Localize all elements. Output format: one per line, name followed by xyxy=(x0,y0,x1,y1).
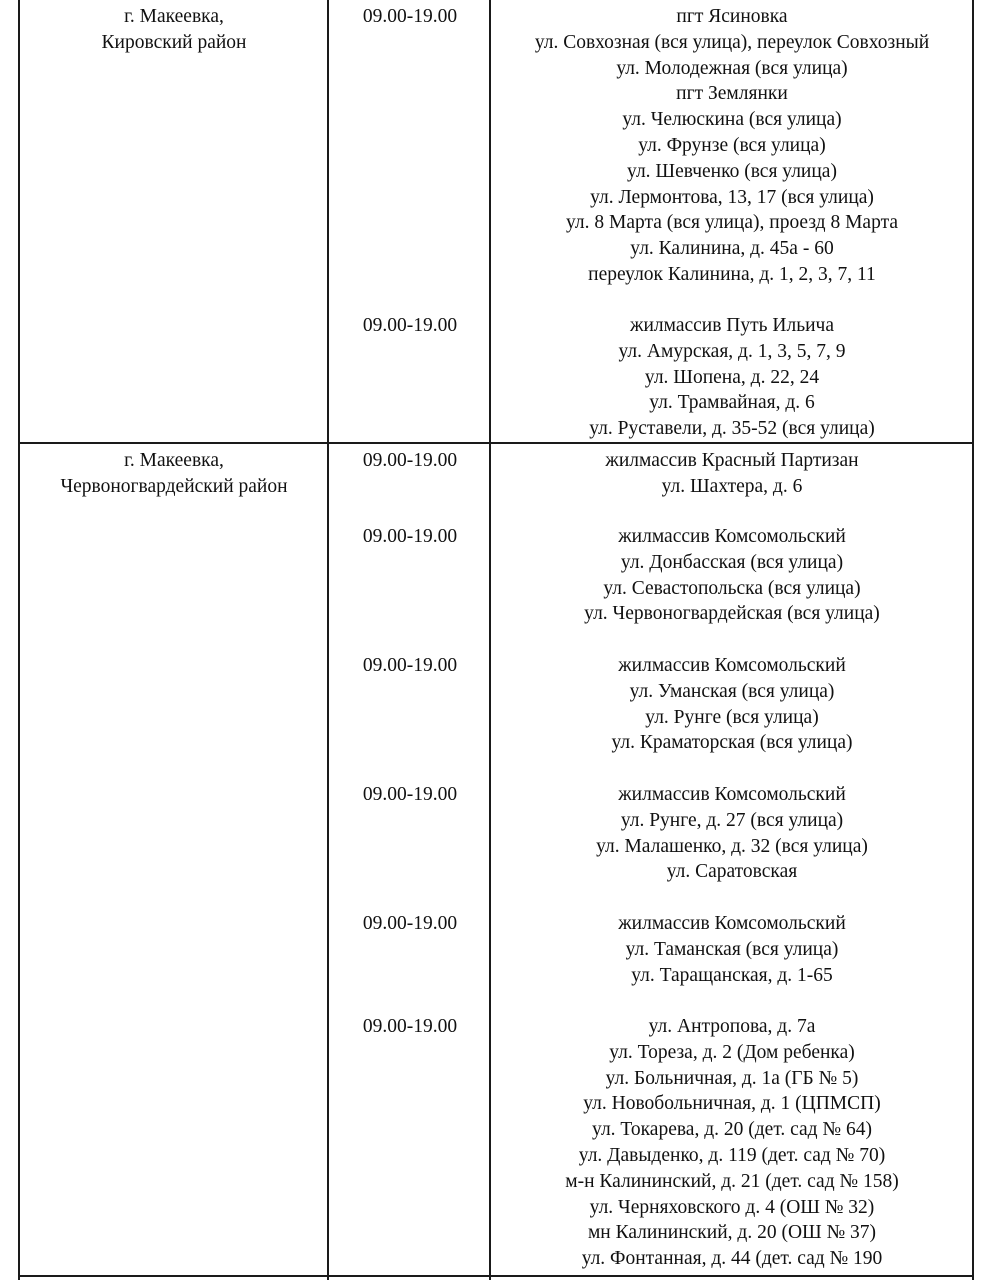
address-line: ул. Краматорская (вся улица) xyxy=(611,732,853,754)
row-divider xyxy=(18,1275,974,1277)
time-cell: 09.00-19.00 xyxy=(362,655,458,676)
column-divider-1 xyxy=(327,0,329,1280)
address-cell xyxy=(492,1014,972,1272)
address-cell xyxy=(492,4,972,288)
location-line: Кировский район xyxy=(101,31,247,53)
location-line: г. Макеевка, xyxy=(124,450,224,471)
time-cell: 09.00-19.00 xyxy=(362,315,458,336)
address-line: ул. Больничная, д. 1а (ГБ № 5) xyxy=(605,1067,859,1089)
address-line: ул. Токарева, д. 20 (дет. сад № 64) xyxy=(592,1119,872,1141)
address-line: ул. Амурская, д. 1, 3, 5, 7, 9 xyxy=(618,340,846,362)
address-line: ул. Лермонтова, 13, 17 (вся улица) xyxy=(590,186,874,208)
location-line: г. Макеевка, xyxy=(124,6,224,27)
address-line: ул. Новобольничная, д. 1 (ЦПМСП) xyxy=(583,1093,881,1115)
address-line: ул. Уманская (вся улица) xyxy=(629,680,835,702)
address-line: ул. Шахтера, д. 6 xyxy=(661,475,803,497)
address-line: пгт Землянки xyxy=(676,83,788,105)
address-line: ул. Совхозная (вся улица), переулок Совхозный xyxy=(534,31,930,53)
table-border-right xyxy=(972,0,974,1280)
address-line: ул. Давыденко, д. 119 (дет. сад № 70) xyxy=(578,1144,886,1166)
address-line: ул. 8 Марта (вся улица), проезд 8 Марта xyxy=(566,212,898,234)
address-line: жилмассив Комсомольский xyxy=(618,913,846,934)
time-cell: 09.00-19.00 xyxy=(362,450,458,471)
address-line: ул. Шопена, д. 22, 24 xyxy=(644,366,820,388)
location-cell xyxy=(20,4,328,56)
address-line: жилмассив Комсомольский xyxy=(618,526,846,547)
time-cell: 09.00-19.00 xyxy=(362,784,458,805)
address-line: ул. Тореза, д. 2 (Дом ребенка) xyxy=(609,1041,855,1063)
address-cell xyxy=(492,782,972,885)
address-line: ул. Антропова, д. 7а xyxy=(648,1016,816,1037)
address-line: ул. Рунге, д. 27 (вся улица) xyxy=(620,809,844,831)
address-line: ул. Червоногвардейская (вся улица) xyxy=(584,603,880,625)
table-border-left xyxy=(18,0,20,1280)
time-cell: 09.00-19.00 xyxy=(362,6,458,27)
time-cell: 09.00-19.00 xyxy=(362,1016,458,1037)
time-cell: 09.00-19.00 xyxy=(362,913,458,934)
row-divider xyxy=(18,442,974,444)
address-line: ул. Шевченко (вся улица) xyxy=(627,160,837,182)
address-line: жилмассив Красный Партизан xyxy=(605,450,859,471)
address-line: ул. Фрунзе (вся улица) xyxy=(638,134,826,156)
address-line: ул. Молодежная (вся улица) xyxy=(616,57,848,79)
address-line: ул. Калинина, д. 45а - 60 xyxy=(630,238,834,260)
address-line: ул. Фонтанная, д. 44 (дет. сад № 190 xyxy=(581,1248,883,1270)
address-line: пгт Ясиновка xyxy=(676,6,788,27)
address-line: ул. Донбасская (вся улица) xyxy=(620,551,844,573)
address-cell xyxy=(492,653,972,756)
address-line: ул. Рунге (вся улица) xyxy=(645,706,819,728)
address-line: жилмассив Комсомольский xyxy=(618,784,846,805)
address-line: ул. Севастопольска (вся улица) xyxy=(603,577,861,599)
address-line: ул. Таманская (вся улица) xyxy=(625,938,839,960)
address-cell xyxy=(492,524,972,627)
address-line: ул. Руставели, д. 35-52 (вся улица) xyxy=(589,418,875,440)
time-cell: 09.00-19.00 xyxy=(362,526,458,547)
address-line: ул. Малашенко, д. 32 (вся улица) xyxy=(596,835,868,857)
address-cell xyxy=(492,448,972,500)
column-divider-2 xyxy=(489,0,491,1280)
address-line: ул. Таращанская, д. 1-65 xyxy=(631,964,833,986)
address-cell xyxy=(492,911,972,988)
address-line: ул. Трамвайная, д. 6 xyxy=(649,392,815,414)
location-cell xyxy=(20,448,328,500)
address-line: ул. Саратовская xyxy=(666,861,798,883)
location-line: Червоногвардейский район xyxy=(60,475,288,497)
address-line: переулок Калинина, д. 1, 2, 3, 7, 11 xyxy=(588,263,876,285)
address-line: жилмассив Комсомольский xyxy=(618,655,846,676)
address-line: жилмассив Путь Ильича xyxy=(629,315,835,336)
address-line: мн Калининский, д. 20 (ОШ № 37) xyxy=(587,1222,877,1244)
address-line: ул. Черняховского д. 4 (ОШ № 32) xyxy=(589,1196,875,1218)
address-line: м-н Калининский, д. 21 (дет. сад № 158) xyxy=(565,1170,899,1192)
address-cell xyxy=(492,313,972,442)
address-line: ул. Челюскина (вся улица) xyxy=(622,109,842,131)
